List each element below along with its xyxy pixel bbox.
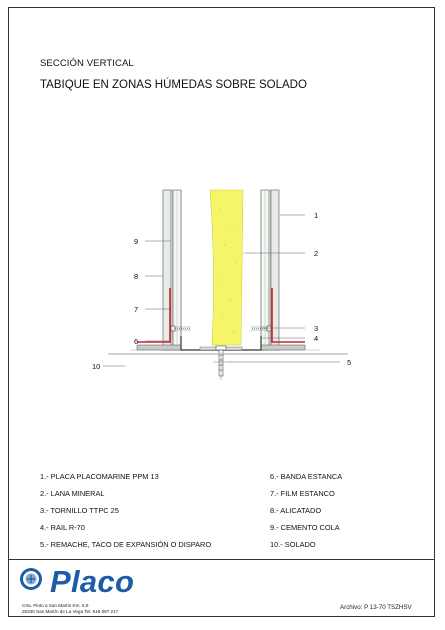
- callout-3: 3: [314, 324, 319, 333]
- section-label: SECCIÓN VERTICAL: [40, 58, 134, 69]
- callout-6: 6: [134, 337, 139, 346]
- page-title: TABIQUE EN ZONAS HÚMEDAS SOBRE SOLADO: [40, 79, 307, 91]
- callout-4: 4: [314, 334, 319, 343]
- insulation: [210, 190, 243, 345]
- anchor: [213, 346, 229, 380]
- legend-item: 7.- FILM ESTANCO: [270, 489, 335, 498]
- legend-item: 3.- TORNILLO TTPC 25: [40, 506, 119, 515]
- legend-left: [40, 473, 211, 558]
- legend-item: 10.- SOLADO: [270, 540, 316, 549]
- legend-item: 5.- REMACHE, TACO DE EXPANSIÓN O DISPARO: [40, 540, 212, 549]
- address-line-2: 28330 San Martín de La Vega Tel. 918 087 217: [22, 609, 119, 614]
- callout-2: 2: [314, 249, 319, 258]
- brand-logo: Placo: [50, 564, 135, 599]
- footer-divider: [9, 559, 434, 560]
- archive-code: Archivo: P 13-70 TSZHSV: [340, 604, 412, 611]
- placo-logo-icon: [18, 566, 44, 592]
- callout-7: 7: [134, 305, 139, 314]
- callout-1: 1: [314, 211, 319, 220]
- legend-item: 2.- LANA MINERAL: [40, 489, 105, 498]
- legend-right: [270, 473, 342, 558]
- legend-item: 1.- PLACA PLACOMARINE PPM 13: [40, 472, 159, 481]
- callout-10: 10: [92, 362, 101, 371]
- legend-item: 6.- BANDA ESTANCA: [270, 472, 343, 481]
- legend-item: 9.- CEMENTO COLA: [270, 523, 340, 532]
- callout-8: 8: [134, 272, 139, 281]
- legend-item: 4.- RAIL R-70: [40, 523, 85, 532]
- legend-item: 8.- ALICATADO: [270, 506, 322, 515]
- callout-9: 9: [134, 237, 139, 246]
- address-line-1: Crta. Pinto a San Martín Km. 8,9: [22, 603, 89, 608]
- callout-5: 5: [347, 358, 352, 367]
